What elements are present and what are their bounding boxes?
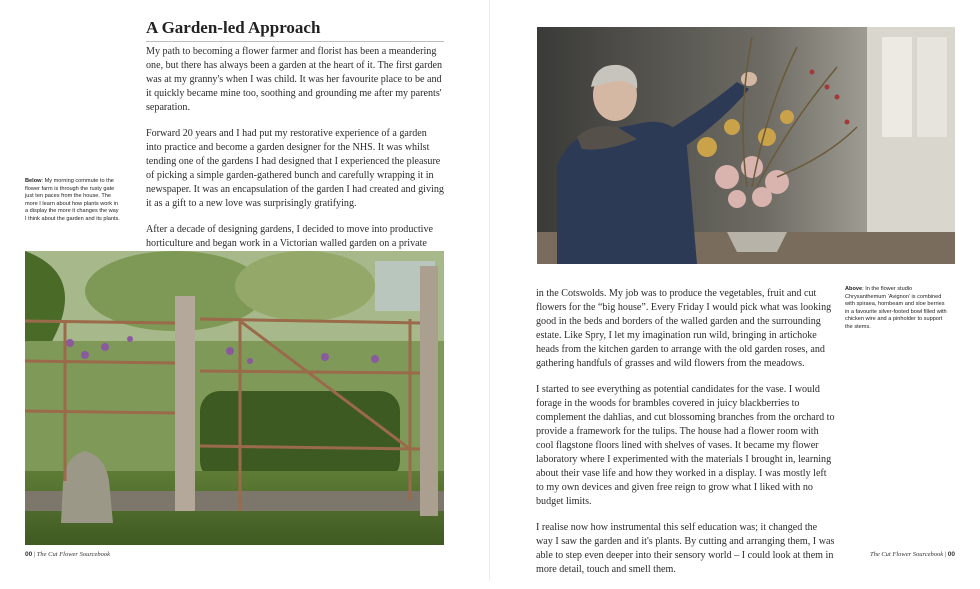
folio-separator: | — [944, 551, 947, 558]
caption-below — [25, 178, 121, 224]
flower-studio-photo — [537, 27, 955, 264]
caption-above — [845, 286, 949, 332]
right-page — [490, 0, 980, 581]
caption-text: : My morning commute to the flower farm is through the rusty gate just ten paces from the house. The more I learn about how plants work in a display the more it changes the way I think about the garden and its plants. — [25, 178, 120, 222]
caption-label: Below — [25, 178, 42, 184]
folio-left — [25, 551, 110, 558]
page-number: 00 — [947, 551, 955, 558]
paragraph: Forward 20 years and I had put my restorative experience of a garden into practice and become a garden designer for the NHS. It was whilst tending one of the gardens I had designed that I experienced the pleasure of picking a simple garden-gathered bunch and carefully wrapping it in newspaper. It was an encapsulation of the garden I had created and giving it as a gift to a new love was surprisingly gratifying. — [146, 128, 444, 209]
left-body-text — [146, 45, 444, 277]
right-body-text — [536, 287, 836, 589]
paragraph: After a decade of designing gardens, I decided to move into productive horticulture and began work in a Victorian walled garden on a private — [146, 224, 434, 249]
section-heading: A Garden-led Approach — [146, 18, 444, 42]
caption-text: : In the flower studio Chrysanthemum ‘Avignon’ is combined with spiraea, hornbeam and sloe berries in a favourite silver-footed bowl filled with chicken wire and a pinholder to support the stems. — [845, 286, 947, 330]
paragraph: My path to becoming a flower farmer and florist has been a meandering one, but there has always been a garden at the heart of it. The first garden was at my granny's when I was child. It was her favourite place to be and it quickly became mine too, soothing and grounding me after my parents' separation. — [146, 46, 443, 113]
folio-right — [870, 551, 955, 558]
book-title: The Cut Flower Sourcebook — [869, 551, 944, 558]
paragraph: I realise now how instrumental this self education was; it changed the way I saw the garden and it's plants. By cutting and arranging them, I was able to step even deeper into their sensory world – I could look at them in more detail, touch and smell them. — [536, 522, 835, 575]
left-page — [0, 0, 490, 581]
folio-separator: | — [33, 551, 36, 558]
paragraph: in the Cotswolds. My job was to produce the vegetables, fruit and cut flowers for the “big house”. Every Friday I would pick what was looking good in the beds and borders of the walled garden and the surrounding estate. Like Spry, I let my imagination run wild, bringing in artichoke heads from the kitchen garden to arrange with the old garden roses, and gathering handfuls of grasses and wild flowers from the meadows. — [536, 288, 832, 369]
page-number: 00 — [25, 551, 33, 558]
book-title: The Cut Flower Sourcebook — [36, 551, 111, 558]
caption-label: Above — [845, 286, 863, 292]
paragraph: I started to see everything as potential candidates for the vase. I would forage in the woods for brambles covered in juicy blackberries to complement the dahlias, and cut blossoming branches from the orchard to provide a framework for the tulips. The house had a flower room with cool flagstone floors lined with shelves of vases. It became my flower laboratory where I experimented with the materials I brought in, learning about their vase life and how they worked in a display. I was mostly left to my own devices and given free reign to grow what I liked with no budget limits. — [536, 384, 835, 507]
garden-gate-photo — [25, 251, 444, 545]
